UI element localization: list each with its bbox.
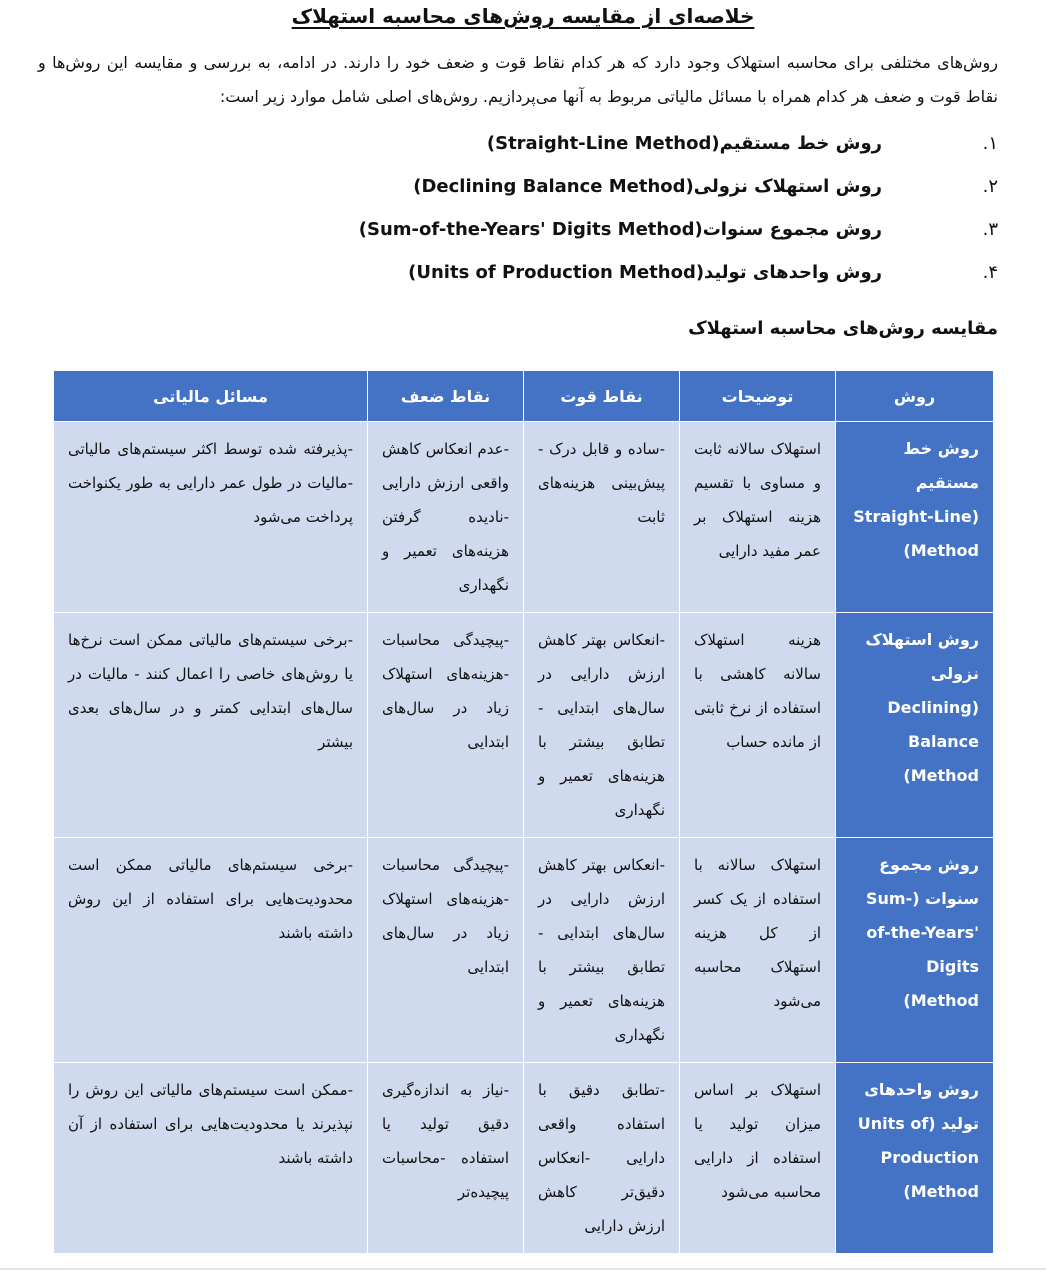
table-row: [54, 422, 994, 613]
cell-method: روش خط مستقیم (Straight-Line Method): [836, 422, 994, 613]
method-name: روش خط مستقیم(Straight-Line Method): [486, 133, 882, 154]
cell-weaknesses: -پیچیدگی محاسبات -هزینه‌های استهلاک زیاد در سال‌های ابتدایی: [368, 838, 524, 1063]
cell-description: استهلاک سالانه با استفاده از یک کسر از کل هزینه استهلاک محاسبه می‌شود: [680, 838, 836, 1063]
cell-method: روش استهلاک نزولی (Declining Balance Method): [836, 613, 994, 838]
method-name: روش واحدهای تولید(Units of Production Method): [408, 262, 882, 283]
cell-strengths: -انعکاس بهتر کاهش ارزش دارایی در سال‌های ابتدایی - تطابق بیشتر با هزینه‌های تعمیر و نگهداری: [524, 613, 680, 838]
cell-weaknesses: -پیچیدگی محاسبات -هزینه‌های استهلاک زیاد در سال‌های ابتدایی: [368, 613, 524, 838]
table-row: [54, 1063, 994, 1254]
method-item-3: [38, 208, 998, 251]
cell-description: هزینه استهلاک سالانه کاهشی با استفاده از نرخ ثابتی از مانده حساب: [680, 613, 836, 838]
header-description: توضیحات: [680, 371, 836, 422]
header-weaknesses: نقاط ضعف: [368, 371, 524, 422]
cell-method: روش واحدهای تولید (Units of Production Method): [836, 1063, 994, 1254]
header-method: روش: [836, 371, 994, 422]
cell-tax: -برخی سیستم‌های مالیاتی ممکن است نرخ‌ها یا روش‌های خاصی را اعمال کنند - مالیات در سال‌های ابتدایی کمتر و در سال‌های بعدی بیشتر: [54, 613, 368, 838]
method-number: ۱.: [982, 133, 998, 154]
cell-tax: -ممکن است سیستم‌های مالیاتی این روش را نپذیرند یا محدودیت‌هایی برای استفاده از آن داشته باشند: [54, 1063, 368, 1254]
table-row: [54, 838, 994, 1063]
cell-description: استهلاک سالانه ثابت و مساوی با تقسیم هزینه استهلاک بر عمر مفید دارایی: [680, 422, 836, 613]
methods-list: [38, 122, 998, 294]
document-title: خلاصه‌ای از مقایسه روش‌های محاسبه استهلاک: [291, 4, 755, 28]
header-tax: مسائل مالیاتی: [54, 371, 368, 422]
method-name: روش مجموع سنوات(Sum-of-the-Years' Digits Method): [358, 219, 882, 240]
method-number: ۳.: [982, 219, 998, 240]
method-number: ۴.: [982, 262, 998, 283]
method-name: روش استهلاک نزولی(Declining Balance Method): [413, 176, 882, 197]
method-item-2: [38, 165, 998, 208]
method-item-1: [38, 122, 998, 165]
method-number: ۲.: [982, 176, 998, 197]
table-heading: مقایسه روش‌های محاسبه استهلاک: [688, 318, 998, 339]
page-bottom-divider: [0, 1268, 1046, 1270]
comparison-table: [53, 370, 994, 1254]
header-strengths: نقاط قوت: [524, 371, 680, 422]
cell-tax: -پذیرفته شده توسط اکثر سیستم‌های مالیاتی -مالیات در طول عمر دارایی به طور یکنواخت پرداخت می‌شود: [54, 422, 368, 613]
cell-strengths: -ساده و قابل درک - پیش‌بینی هزینه‌های ثابت: [524, 422, 680, 613]
method-item-4: [38, 251, 998, 294]
table-header-row: [54, 371, 994, 422]
cell-method: روش مجموع سنوات (Sum-of-the-Years' Digits Method): [836, 838, 994, 1063]
cell-strengths: -انعکاس بهتر کاهش ارزش دارایی در سال‌های ابتدایی - تطابق بیشتر با هزینه‌های تعمیر و نگهداری: [524, 838, 680, 1063]
intro-paragraph: روش‌های مختلفی برای محاسبه استهلاک وجود دارد که هر کدام نقاط قوت و ضعف خود را دارند. در ادامه، به بررسی و مقایسه این روش‌ها و نقاط قوت و ضعف هر کدام همراه با مسائل مالیاتی مربوط به آنها می‌پردازیم. روش‌های اصلی شامل موارد زیر است:: [38, 53, 998, 106]
cell-strengths: -تطابق دقیق با استفاده واقعی دارایی -انعکاس دقیق‌تر کاهش ارزش دارایی: [524, 1063, 680, 1254]
table-row: [54, 613, 994, 838]
cell-tax: -برخی سیستم‌های مالیاتی ممکن است محدودیت‌هایی برای استفاده از این روش داشته باشند: [54, 838, 368, 1063]
cell-description: استهلاک بر اساس میزان تولید یا استفاده از دارایی محاسبه می‌شود: [680, 1063, 836, 1254]
cell-weaknesses: -عدم انعکاس کاهش واقعی ارزش دارایی -نادیده گرفتن هزینه‌های تعمیر و نگهداری: [368, 422, 524, 613]
cell-weaknesses: -نیاز به اندازه‌گیری دقیق تولید یا استفاده -محاسبات پیچیده‌تر: [368, 1063, 524, 1254]
